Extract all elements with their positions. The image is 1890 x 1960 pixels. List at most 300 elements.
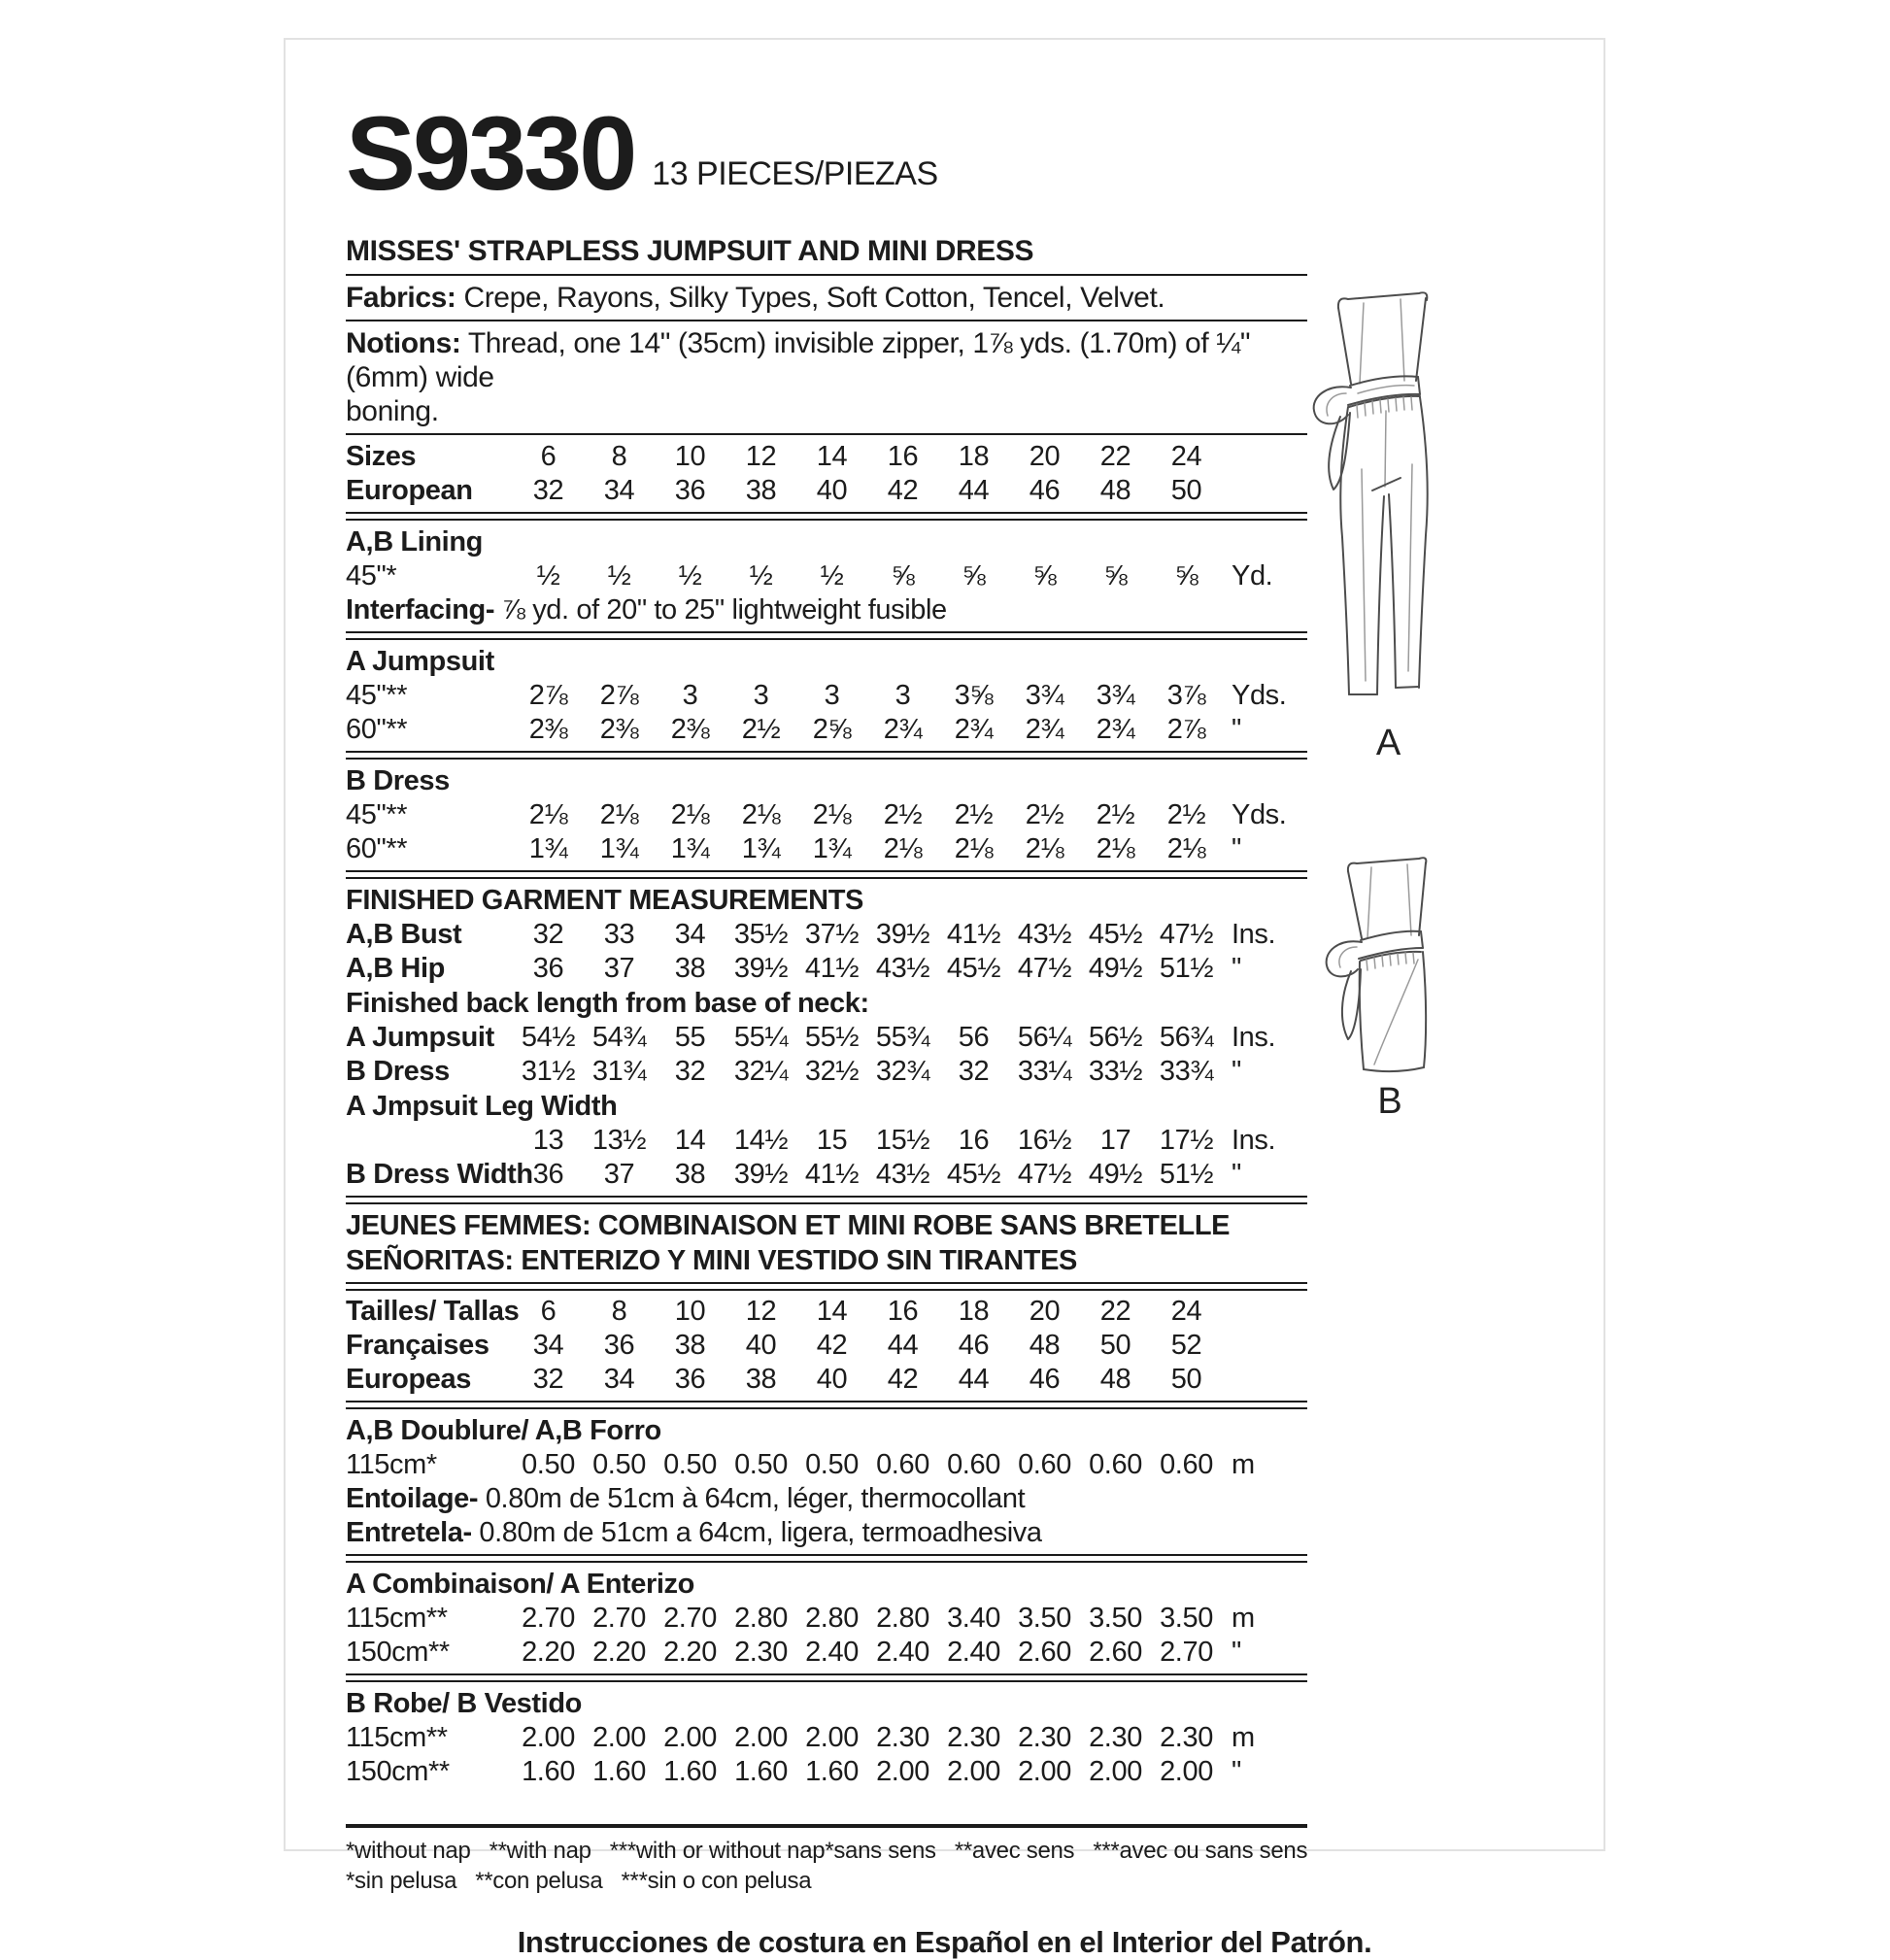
unit-cell: " [1232,1159,1241,1190]
fabrics-line [346,281,1307,315]
unit-cell: m [1232,1722,1255,1753]
value-cell: 54¾ [591,1022,647,1053]
value-cell: 43½ [1017,919,1072,950]
value-cell: 2.60 [1089,1637,1142,1668]
section-label: A Combinaison/ A Enterizo [346,1569,694,1600]
value-cell: 32 [958,1056,990,1087]
dress-b-figure [1317,854,1463,1121]
value-cell: ½ [536,560,560,591]
value-cell: 2⅛ [954,833,994,864]
value-cell: 2.30 [1018,1722,1071,1753]
value-cell: 24 [1170,441,1202,472]
value-cell: 18 [958,441,990,472]
value-cell: 3 [682,680,698,711]
note-label: Interfacing- [346,594,495,625]
value-cell: 2.70 [592,1603,646,1634]
value-cell: 40 [745,1330,777,1361]
value-cell: 56¼ [1017,1022,1072,1053]
row-label: 150cm** [346,1756,450,1787]
value-cell: 43½ [875,1159,930,1190]
value-cell: 48 [1099,1364,1131,1395]
table-row [346,1021,1307,1055]
value-cell: 34 [603,475,635,506]
value-cell: 1.60 [522,1756,575,1787]
value-cell: 47½ [1017,1159,1072,1190]
notions-line [346,326,1307,428]
divider [346,1282,1307,1291]
value-cell: 1.60 [805,1756,859,1787]
value-cell: 32 [674,1056,706,1087]
divider [346,433,1307,435]
value-cell: 45½ [1088,919,1143,950]
value-cell: 2¾ [954,714,994,745]
value-cell: 2½ [1166,799,1206,830]
table-row [346,1363,1307,1397]
row-label: A Jumpsuit [346,1022,494,1053]
table-row [346,440,1307,474]
value-cell: 2.60 [1018,1637,1071,1668]
unit-cell: Ins. [1232,919,1276,950]
value-cell: 2½ [1025,799,1064,830]
value-cell: 1¾ [528,833,568,864]
section-label: A Jumpsuit [346,646,494,677]
note-label: Entoilage- [346,1483,479,1514]
value-cell: 32½ [804,1056,860,1087]
row-label: 115cm** [346,1722,448,1753]
value-cell: 39½ [875,919,930,950]
value-cell: 47½ [1159,919,1214,950]
value-cell: 10 [674,441,706,472]
row-label: 45"* [346,560,397,591]
divider [346,320,1307,321]
value-cell: 31¾ [591,1056,647,1087]
value-cell: 32¾ [875,1056,930,1087]
value-cell: 32 [532,475,564,506]
value-cell: 3.50 [1018,1603,1071,1634]
pattern-envelope-page [284,38,1605,1959]
value-cell: 32¼ [733,1056,789,1087]
value-cell: 2.40 [876,1637,929,1668]
value-cell: 40 [816,1364,848,1395]
value-cell: 3.50 [1089,1603,1142,1634]
value-cell: 2.30 [1160,1722,1213,1753]
unit-cell: Yds. [1232,680,1287,711]
value-cell: 3 [824,680,840,711]
note-row [346,1516,1307,1550]
value-cell: 0.50 [805,1449,859,1480]
table-row [346,832,1307,866]
value-cell: 3 [894,680,911,711]
value-cell: 31½ [521,1056,576,1087]
unit-cell: " [1232,714,1241,745]
unit-cell: " [1232,1756,1241,1787]
section-label: FINISHED GARMENT MEASUREMENTS [346,885,863,916]
value-cell: 17 [1099,1125,1131,1156]
value-cell: 2⅛ [1096,833,1135,864]
value-cell: 22 [1099,1296,1131,1327]
value-cell: 38 [745,475,777,506]
section-label: A,B Doublure/ A,B Forro [346,1415,661,1446]
table-row [346,1329,1307,1363]
value-cell: 55¼ [733,1022,789,1053]
row-label: European [346,475,473,506]
unit-cell: " [1232,1637,1241,1668]
figure-a-label: A [1375,723,1401,763]
header [346,83,1307,213]
value-cell: 55 [674,1022,706,1053]
unit-cell [1222,1329,1307,1363]
value-cell: 2½ [741,714,781,745]
value-cell: 2.70 [522,1603,575,1634]
value-cell: 0.60 [876,1449,929,1480]
value-cell: 2.70 [663,1603,717,1634]
value-cell: 2⅛ [528,799,568,830]
value-cell: 37 [603,953,635,984]
value-cell: 2½ [1096,799,1135,830]
value-cell: 14 [674,1125,706,1156]
footnote-es: *sin pelusa **con pelusa ***sin o con pelusa [346,1868,812,1894]
value-cell: 0.60 [947,1449,1000,1480]
table-row [346,1124,1307,1158]
unit-cell: Yd. [1232,560,1273,591]
unit-cell: Yds. [1232,799,1287,830]
footnotes-right [825,1836,1307,1896]
value-cell: 56 [958,1022,990,1053]
main-column [346,83,1372,1960]
value-cell: 32 [532,1364,564,1395]
value-cell: 2⅝ [812,714,852,745]
value-cell: 41½ [804,953,860,984]
divider [346,631,1307,640]
footnote-fr: *sans sens **avec sens ***avec ou sans sens [825,1838,1308,1864]
table-row [346,1721,1307,1755]
value-cell: 0.50 [522,1449,575,1480]
value-cell: 55½ [804,1022,860,1053]
row-label: 60"** [346,714,408,745]
value-cell: 2⅞ [599,680,639,711]
value-cell: 33¼ [1017,1056,1072,1087]
value-cell: 2.80 [876,1603,929,1634]
value-cell: 2.30 [1089,1722,1142,1753]
value-cell: 2.40 [947,1637,1000,1668]
value-cell: 36 [674,475,706,506]
row-label: Sizes [346,441,417,472]
value-cell: 40 [816,475,848,506]
value-cell: 2.80 [805,1603,859,1634]
divider [346,1554,1307,1563]
note-label: Entretela- [346,1517,472,1548]
value-cell: ½ [820,560,844,591]
value-cell: 2½ [954,799,994,830]
row-label: B Dress Width [346,1159,533,1190]
value-cell: 54½ [521,1022,576,1053]
table-row [346,918,1307,952]
value-cell: 8 [611,441,627,472]
spanish-instructions-note: Instrucciones de costura en Español en el Interior del Patrón. [517,1925,1372,1959]
pattern-number: S9330 [346,94,635,213]
value-cell: 0.60 [1018,1449,1071,1480]
value-cell: ⅝ [1103,560,1128,591]
value-cell: 14 [816,441,848,472]
unit-cell [1222,1295,1307,1329]
row-label: Europeas [346,1364,471,1395]
row-label [346,1124,513,1158]
table-row [346,1055,1307,1089]
divider [346,1673,1307,1682]
value-cell: 46 [1029,1364,1061,1395]
table-row [346,474,1307,508]
value-cell: 2⅜ [599,714,639,745]
value-cell: 2½ [883,799,923,830]
dress-b-drawing [1317,854,1463,1082]
row-label: 115cm** [346,1603,448,1634]
value-cell: 42 [887,475,919,506]
value-cell: 6 [540,1296,557,1327]
fabrics-label: Fabrics: [346,282,456,314]
table-row [346,679,1307,713]
value-cell: 0.50 [663,1449,717,1480]
table-row [346,1755,1307,1789]
value-cell: 41½ [804,1159,860,1190]
value-cell: 42 [816,1330,848,1361]
value-cell: 2⅛ [883,833,923,864]
fabrics-text: Crepe, Rayons, Silky Types, Soft Cotton, Tencel, Velvet. [456,282,1165,314]
value-cell: 2⅛ [812,799,852,830]
value-cell: 51½ [1159,1159,1214,1190]
value-cell: 3¾ [1025,680,1064,711]
value-cell: 3⅝ [954,680,994,711]
section-label: Finished back length from base of neck: [346,988,869,1019]
value-cell: 2⅛ [1025,833,1064,864]
row-label: Françaises [346,1330,489,1361]
note-text: 0.80m de 51cm a 64cm, ligera, termoadhesiva [471,1517,1042,1548]
divider [346,1401,1307,1409]
value-cell: 2.00 [1089,1756,1142,1787]
value-cell: 2.00 [805,1722,859,1753]
row-label: 150cm** [346,1637,450,1668]
value-cell: 48 [1099,475,1131,506]
value-cell: 2.00 [1018,1756,1071,1787]
value-cell: 2⅛ [741,799,781,830]
divider [346,751,1307,760]
unit-cell [1222,474,1307,508]
value-cell: ½ [749,560,773,591]
footnotes-left [346,1836,825,1896]
table-row [346,798,1307,832]
value-cell: 36 [603,1330,635,1361]
footnotes [346,1836,1307,1896]
value-cell: 44 [958,475,990,506]
value-cell: 2.00 [522,1722,575,1753]
row-label: 45"** [346,799,408,830]
value-cell: 2.00 [876,1756,929,1787]
value-cell: 2.00 [663,1722,717,1753]
table-row [346,1158,1307,1192]
unit-cell: " [1232,953,1241,984]
value-cell: 50 [1170,1364,1202,1395]
value-cell: 38 [745,1364,777,1395]
value-cell: 51½ [1159,953,1214,984]
value-cell: 2.00 [734,1722,788,1753]
value-cell: 2.30 [947,1722,1000,1753]
value-cell: 39½ [733,1159,789,1190]
size-yardage-table [346,433,1307,1828]
value-cell: 1.60 [663,1756,717,1787]
value-cell: 44 [958,1364,990,1395]
value-cell: 2¾ [883,714,923,745]
section-label: A Jmpsuit Leg Width [346,1091,618,1122]
value-cell: 2.30 [876,1722,929,1753]
value-cell: 3⅞ [1166,680,1206,711]
value-cell: ½ [607,560,631,591]
value-cell: 14½ [733,1125,789,1156]
value-cell: 50 [1099,1330,1131,1361]
value-cell: 2⅛ [1166,833,1206,864]
table-row [346,1295,1307,1329]
value-cell: 42 [887,1364,919,1395]
value-cell: 1¾ [812,833,852,864]
value-cell: 1¾ [599,833,639,864]
row-label: 115cm* [346,1449,437,1480]
value-cell: 38 [674,953,706,984]
value-cell: 36 [674,1364,706,1395]
value-cell: 33 [603,919,635,950]
value-cell: 46 [958,1330,990,1361]
value-cell: ⅝ [1174,560,1198,591]
value-cell: 50 [1170,475,1202,506]
value-cell: 41½ [946,919,1001,950]
unit-cell [1222,1363,1307,1397]
value-cell: 52 [1170,1330,1202,1361]
value-cell: 2⅜ [528,714,568,745]
jumpsuit-a-drawing [1303,285,1473,724]
section-label: B Robe/ B Vestido [346,1688,582,1719]
pieces-count: 13 PIECES/PIEZAS [652,155,938,192]
value-cell: 36 [532,1159,564,1190]
value-cell: 2.30 [734,1637,788,1668]
row-label: 60"** [346,833,408,864]
value-cell: 0.60 [1089,1449,1142,1480]
value-cell: 2⅛ [670,799,710,830]
table-row [346,713,1307,747]
value-cell: 56¾ [1159,1022,1214,1053]
value-cell: 13½ [591,1125,647,1156]
value-cell: 1¾ [670,833,710,864]
value-cell: 2.00 [592,1722,646,1753]
value-cell: 46 [1029,475,1061,506]
garment-title: MISSES' STRAPLESS JUMPSUIT AND MINI DRESS [346,235,1034,267]
figure-b-label: B [1377,1081,1402,1122]
value-cell: 2.20 [663,1637,717,1668]
value-cell: 6 [540,441,557,472]
value-cell: 17½ [1159,1125,1214,1156]
value-cell: 32 [532,919,564,950]
value-cell: 0.60 [1160,1449,1213,1480]
value-cell: 55¾ [875,1022,930,1053]
divider [346,512,1307,521]
value-cell: 15½ [875,1125,930,1156]
notions-text-1: Thread, one 14" (35cm) invisible zipper, 1⅞ yds. (1.70m) of ¼" (6mm) wide [346,327,1251,393]
value-cell: 8 [611,1296,627,1327]
notions-label: Notions: [346,327,461,359]
value-cell: 43½ [875,953,930,984]
value-cell: 14 [816,1296,848,1327]
value-cell: 12 [745,1296,777,1327]
value-cell: 33½ [1088,1056,1143,1087]
value-cell: 49½ [1088,1159,1143,1190]
value-cell: 3.40 [947,1603,1000,1634]
unit-cell: m [1232,1603,1255,1634]
value-cell: 0.50 [734,1449,788,1480]
table-row [346,559,1307,593]
unit-cell: Ins. [1232,1125,1276,1156]
notions-text-2: boning. [346,395,439,427]
value-cell: 3.50 [1160,1603,1213,1634]
row-label: B Dress [346,1056,450,1087]
note-row [346,593,1307,627]
value-cell: 2¾ [1096,714,1135,745]
divider [346,870,1307,879]
value-cell: 37½ [804,919,860,950]
value-cell: 2.20 [592,1637,646,1668]
value-cell: 39½ [733,953,789,984]
row-label: Tailles/ Tallas [346,1296,520,1327]
value-cell: 38 [674,1330,706,1361]
value-cell: 22 [1099,441,1131,472]
row-label: 45"** [346,680,408,711]
row-label: A,B Hip [346,953,445,984]
section-label: A,B Lining [346,526,483,558]
value-cell: 2.00 [947,1756,1000,1787]
value-cell: 10 [674,1296,706,1327]
value-cell: 34 [532,1330,564,1361]
value-cell: 2.80 [734,1603,788,1634]
note-row [346,1482,1307,1516]
value-cell: 20 [1029,1296,1061,1327]
note-text: ⅞ yd. of 20" to 25" lightweight fusible [494,594,947,625]
value-cell: ⅝ [962,560,986,591]
table-row [346,1602,1307,1636]
value-cell: 3¾ [1096,680,1135,711]
value-cell: ½ [678,560,702,591]
value-cell: ⅝ [1032,560,1057,591]
value-cell: 34 [603,1364,635,1395]
value-cell: 56½ [1088,1022,1143,1053]
value-cell: 36 [532,953,564,984]
unit-cell: " [1232,1056,1241,1087]
section-label: SEÑORITAS: ENTERIZO Y MINI VESTIDO SIN TIRANTES [346,1245,1077,1276]
unit-cell: Ins. [1232,1022,1276,1053]
value-cell: 16 [958,1125,990,1156]
value-cell: 2.00 [1160,1756,1213,1787]
row-label: A,B Bust [346,919,462,950]
value-cell: 2.70 [1160,1637,1213,1668]
value-cell: 16½ [1017,1125,1072,1156]
section-label: B Dress [346,765,450,796]
value-cell: 20 [1029,441,1061,472]
value-cell: 2⅞ [528,680,568,711]
value-cell: 16 [887,441,919,472]
divider [346,1196,1307,1204]
unit-cell: " [1232,833,1241,864]
section-label: JEUNES FEMMES: COMBINAISON ET MINI ROBE SANS BRETELLE [346,1210,1231,1241]
value-cell: 2⅞ [1166,714,1206,745]
value-cell: 33¾ [1159,1056,1214,1087]
table-row [346,1448,1307,1482]
value-cell: 38 [674,1159,706,1190]
value-cell: 0.50 [592,1449,646,1480]
value-cell: 12 [745,441,777,472]
